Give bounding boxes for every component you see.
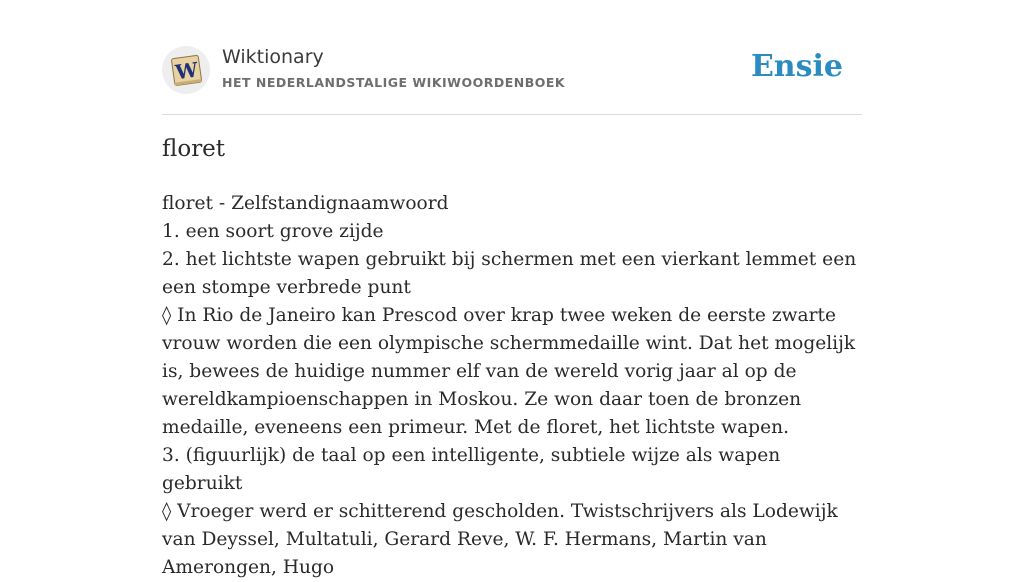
- site-subtitle: HET NEDERLANDSTALIGE WIKIWOORDENBOEK: [222, 75, 566, 90]
- ensie-brand-logo[interactable]: Ensie: [750, 49, 843, 84]
- definition-1: 1. een soort grove zijde: [162, 221, 384, 242]
- page-title: floret: [162, 136, 226, 162]
- example-3: ◊ Vroeger werd er schitterend gescholden. Twistschrijvers als Lodewijk van Deyssel, Multatuli, Gerard Reve, W. F. Hermans, Martin van Amerongen, Hugo: [162, 501, 838, 578]
- example-2: ◊ In Rio de Janeiro kan Prescod over krap twee weken de eerste zwarte vrouw worden die een olympische schermmedaille wint. Dat het mogelijk is, bewees de huidige nummer elf van de wereld vorig jaar al op de wereldkampioenschappen in Moskou. Ze won daar toen de bronzen medaille, eveneens een primeur. Met de floret, het lichtste wapen.: [162, 305, 856, 438]
- wiktionary-logo-icon[interactable]: [162, 46, 210, 94]
- entry-heading: floret - Zelfstandignaamwoord: [162, 193, 449, 214]
- entry-content: [162, 190, 864, 582]
- definition-3: 3. (figuurlijk) de taal op een intelligente, subtiele wijze als wapen gebruikt: [162, 445, 781, 494]
- logo-letter: W: [173, 57, 200, 85]
- definition-2: 2. het lichtste wapen gebruikt bij schermen met een vierkant lemmet een een stompe verbrede punt: [162, 249, 857, 298]
- site-name[interactable]: Wiktionary: [222, 46, 324, 68]
- site-header: [162, 44, 862, 115]
